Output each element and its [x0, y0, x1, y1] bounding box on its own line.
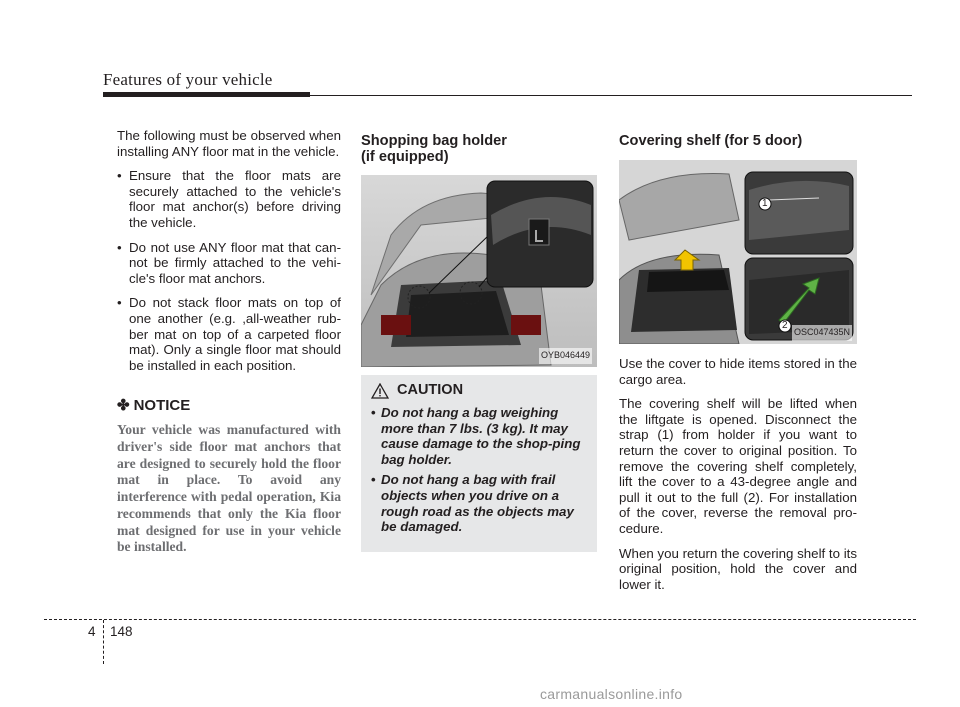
heading-line-1: Shopping bag holder [361, 133, 507, 149]
bullet-item: • Do not use ANY floor mat that can-not be firmly attached to the vehi-cle's floor mat anchors. [117, 240, 341, 287]
column-covering-shelf [619, 133, 857, 601]
floor-mat-bullet-list [117, 168, 341, 373]
column-shopping-bag-holder [361, 133, 597, 552]
page-number: 148 [110, 624, 133, 639]
caution-item: • Do not hang a bag weighing more than 7 lbs. (3 kg). It may cause damage to the shop-ping bag holder. [371, 405, 587, 467]
paragraph: Use the cover to hide items stored in the cargo area. [619, 356, 857, 387]
covering-shelf-illustration [619, 160, 857, 344]
covering-shelf-heading: Covering shelf (for 5 door) [619, 133, 803, 149]
intro-paragraph: The following must be observed when installing ANY floor mat in the vehicle. [117, 128, 341, 159]
shopping-bag-heading [361, 133, 597, 165]
shopping-bag-holder-illustration [361, 175, 597, 367]
header-rule-thin [310, 95, 912, 96]
notice-title: NOTICE [133, 397, 191, 415]
footer-rule [44, 619, 916, 620]
paragraph: When you return the covering shelf to its original position, hold the cover and lower it. [619, 545, 857, 592]
cargo-cover-image [619, 160, 857, 344]
heading-line-2: (if equipped) [361, 149, 449, 165]
caution-heading [371, 383, 587, 399]
column-floor-mats [117, 128, 341, 556]
footer-divider [103, 620, 104, 664]
notice-heading [117, 398, 341, 414]
bullet-item: • Ensure that the floor mats are securely attached to the vehicle's floor mat anchor(s) before driving the vehicle. [117, 168, 341, 230]
notice-text: Your vehicle was manufactured with driver's side floor mat anchors that are designed to securely hold the floor mat in place. To avoid any interference with pedal operation, Kia recommends that only the Kia floor mat designed for use in your vehicle be installed. [117, 421, 341, 555]
chapter-number: 4 [88, 624, 96, 639]
section-header-title: Features of your vehicle [103, 70, 273, 89]
paragraph: The covering shelf will be lifted when the liftgate is opened. Disconnect the strap (1) from holder if you want to return the cover to original position. To remove the covering shelf completely, lift the cover to a 43-degree angle and pull it out to the full (2). For installation of the cover, reverse the removal pro-cedure. [619, 396, 857, 536]
figure-code: OSC047435N [792, 325, 852, 341]
caution-box [361, 375, 597, 552]
figure-code: OYB046449 [539, 348, 592, 364]
bullet-item: • Do not stack floor mats on top of one another (e.g. ,all-weather rub-ber mat on top of a carpeted floor mat). Only a single floor mat should be installed in each position. [117, 295, 341, 373]
watermark: carmanualsonline.info [540, 686, 683, 702]
car-rear-liftgate-image [361, 175, 597, 367]
callout-1: 1 [762, 198, 768, 209]
covering-shelf-text [619, 356, 857, 592]
caution-title: CAUTION [397, 382, 464, 399]
notice-cross-icon: ✤ [117, 397, 130, 415]
header-rule-thick [103, 92, 310, 97]
warning-triangle-icon [371, 383, 389, 399]
caution-list [371, 405, 587, 535]
callout-2: 2 [782, 320, 788, 331]
caution-item: • Do not hang a bag with frail objects when you drive on a rough road as the objects may be damaged. [371, 472, 587, 534]
